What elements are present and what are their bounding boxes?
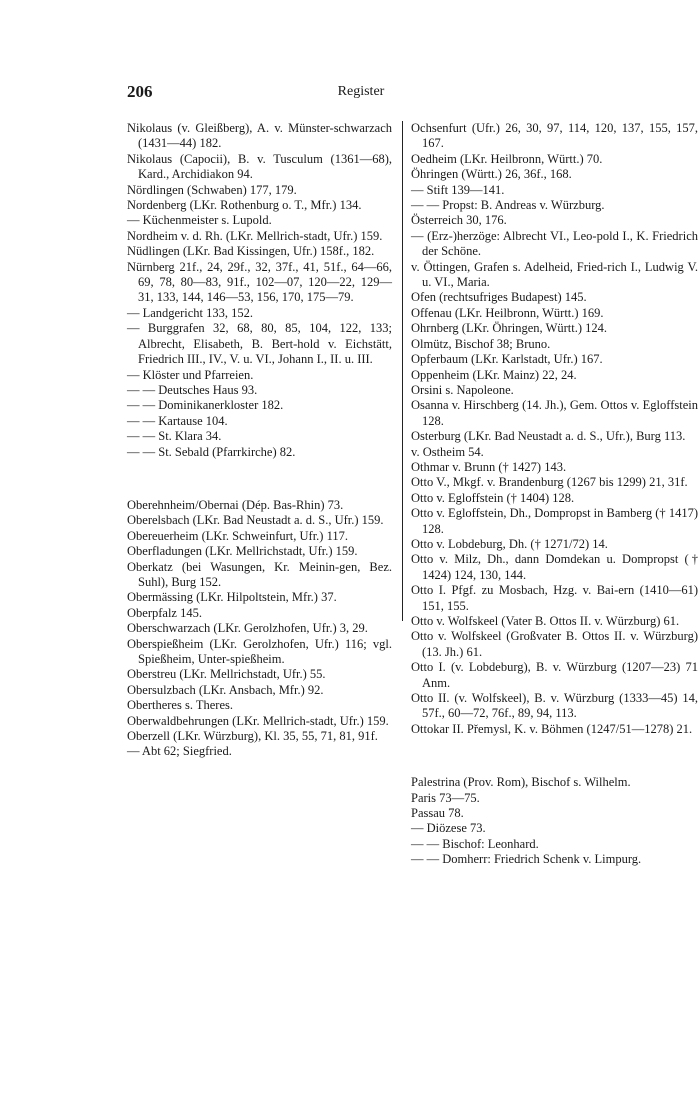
index-entry: Passau 78. — [411, 806, 464, 821]
index-entry: Ochsenfurt (Ufr.) 26, 30, 97, 114, 120, 137, 155, 157, 167. — [411, 121, 698, 151]
index-entry: Oberstreu (LKr. Mellrichstadt, Ufr.) 55. — [127, 667, 326, 682]
index-entry: Otto I. Pfgf. zu Mosbach, Hzg. v. Bai-ern (1410—61) 151, 155. — [411, 583, 698, 613]
index-entry: Oberspießheim (LKr. Gerolzhofen, Ufr.) 116; vgl. Spießheim, Unter-spießheim. — [127, 636, 392, 666]
right-column — [411, 121, 698, 868]
index-entry: Oedheim (LKr. Heilbronn, Württ.) 70. — [411, 151, 603, 166]
index-entry: Otto V., Mkgf. v. Brandenburg (1267 bis 1299) 21, 31f. — [411, 475, 688, 490]
index-entry: Öhringen (Württ.) 26, 36f., 168. — [411, 167, 572, 182]
index-entry: v. Ostheim 54. — [411, 444, 484, 459]
index-entry: — — Domherr: Friedrich Schenk v. Limpurg. — [411, 852, 642, 867]
index-entry: Otto v. Egloffstein († 1404) 128. — [411, 490, 575, 505]
column-divider — [402, 121, 403, 621]
index-entry: Othmar v. Brunn († 1427) 143. — [411, 459, 567, 474]
index-entry: — (Erz-)herzöge: Albrecht VI., Leo-pold I., K. Friedrich der Schöne. — [411, 228, 698, 259]
index-entry: Obermässing (LKr. Hilpoltstein, Mfr.) 37. — [127, 590, 337, 605]
left-column — [127, 121, 392, 760]
index-entry: Oberfladungen (LKr. Mellrichstadt, Ufr.) 159. — [127, 544, 358, 559]
index-entry: — Klöster und Pfarreien. — [127, 367, 254, 382]
index-entry: v. Öttingen, Grafen s. Adelheid, Fried-rich I., Ludwig V. u. VI., Maria. — [411, 259, 698, 290]
page-header — [127, 82, 595, 106]
index-entry: Nikolaus (v. Gleißberg), A. v. Münster-schwarzach (1431—44) 182. — [127, 121, 392, 151]
index-entry: — Abt 62; Siegfried. — [127, 744, 232, 759]
index-entry: Otto v. Wolfskeel (Vater B. Ottos II. v. Würzburg) 61. — [411, 614, 680, 628]
index-entry: Oberschwarzach (LKr. Gerolzhofen, Ufr.) 3, 29. — [127, 621, 368, 636]
index-entry: Olmütz, Bischof 38; Bruno. — [411, 336, 551, 351]
index-entry: Oberpfalz 145. — [127, 605, 202, 620]
index-entry: Ohrnberg (LKr. Öhringen, Württ.) 124. — [411, 321, 608, 336]
index-entry: — — Deutsches Haus 93. — [127, 382, 258, 397]
index-entry: Oberwaldbehrungen (LKr. Mellrich-stadt, Ufr.) 159. — [127, 713, 389, 728]
index-entry: — — St. Sebald (Pfarrkirche) 82. — [127, 444, 296, 459]
index-entry: — Diözese 73. — [411, 821, 486, 836]
index-entry: Paris 73—75. — [411, 790, 480, 805]
index-entry: Otto v. Wolfskeel (Großvater B. Ottos II. v. Würzburg) (13. Jh.) 61. — [411, 629, 698, 659]
index-entry: Oberelsbach (LKr. Bad Neustadt a. d. S., Ufr.) 159. — [127, 513, 384, 528]
page-number: 206 — [127, 82, 153, 101]
index-entry: Osanna v. Hirschberg (14. Jh.), Gem. Ottos v. Egloffstein 128. — [411, 398, 698, 428]
running-head: Register — [337, 84, 385, 99]
index-entry: — — Kartause 104. — [127, 413, 228, 428]
index-entry: Oberkatz (bei Wasungen, Kr. Meinin-gen, Bez. Suhl), Burg 152. — [127, 559, 392, 589]
index-entry: Oberzell (LKr. Würzburg), Kl. 35, 55, 71, 81, 91f. — [127, 729, 378, 744]
index-entry: Nüdlingen (LKr. Bad Kissingen, Ufr.) 158f., 182. — [127, 244, 375, 259]
index-entry: — Burggrafen 32, 68, 80, 85, 104, 122, 133; Albrecht, Elisabeth, B. Bert-hold v. Eichstätt, Friedrich III., IV., V. u. VI., Johann I., II. u. III. — [127, 321, 392, 367]
index-entry: — Küchenmeister s. Lupold. — [127, 213, 272, 228]
index-entry: Österreich 30, 176. — [411, 213, 507, 228]
index-entry: Nordenberg (LKr. Rothenburg o. T., Mfr.) 134. — [127, 198, 362, 213]
index-entry: Obertheres s. Theres. — [127, 698, 233, 713]
index-entry: Osterburg (LKr. Bad Neustadt a. d. S., Ufr.), Burg 113. — [411, 429, 686, 444]
index-entry: Otto v. Lobdeburg, Dh. († 1271/72) 14. — [411, 536, 608, 551]
index-entry: Obersulzbach (LKr. Ansbach, Mfr.) 92. — [127, 682, 324, 697]
index-entry: Nördlingen (Schwaben) 177, 179. — [127, 182, 297, 197]
index-entry: Otto v. Egloffstein, Dh., Dompropst in Bamberg († 1417) 128. — [411, 506, 698, 536]
index-entry: Ofen (rechtsufriges Budapest) 145. — [411, 290, 587, 305]
index-entry: — Stift 139—141. — [411, 182, 505, 197]
section-gap — [127, 460, 392, 498]
index-entry: Obereuerheim (LKr. Schweinfurt, Ufr.) 117. — [127, 528, 348, 543]
index-entry: Orsini s. Napoleone. — [411, 382, 514, 397]
index-entry: — — Dominikanerkloster 182. — [127, 398, 284, 413]
index-entry: Nürnberg 21f., 24, 29f., 32, 37f., 41, 51f., 64—66, 69, 78, 80—83, 91f., 102—07, 120—22, 129—31, 133, 144, 146—53, 156, 170, 175—79. — [127, 259, 392, 305]
index-entry: — Landgericht 133, 152. — [127, 305, 254, 320]
index-entry: — — Propst: B. Andreas v. Würzburg. — [411, 198, 605, 213]
index-entry: Ottokar II. Přemysl, K. v. Böhmen (1247/51—1278) 21. — [411, 721, 693, 736]
index-entry: Nordheim v. d. Rh. (LKr. Mellrich-stadt, Ufr.) 159. — [127, 228, 383, 243]
index-entry: Otto I. (v. Lobdeburg), B. v. Würzburg (1207—23) 71 Anm. — [411, 660, 698, 690]
index-entry: Nikolaus (Capocii), B. v. Tusculum (1361—68), Kard., Archidiakon 94. — [127, 151, 392, 182]
index-entry: — — Bischof: Leonhard. — [411, 836, 539, 851]
index-entry: Offenau (LKr. Heilbronn, Württ.) 169. — [411, 305, 604, 320]
index-entry: Palestrina (Prov. Rom), Bischof s. Wilhelm. — [411, 775, 631, 790]
index-entry: Opferbaum (LKr. Karlstadt, Ufr.) 167. — [411, 352, 603, 367]
index-entry: Otto II. (v. Wolfskeel), B. v. Würzburg (1333—45) 14, 57f., 60—72, 76f., 89, 94, 113. — [411, 691, 698, 721]
index-entry: Oppenheim (LKr. Mainz) 22, 24. — [411, 367, 577, 382]
index-entry: — — St. Klara 34. — [127, 429, 222, 444]
index-entry: Otto v. Milz, Dh., dann Domdekan u. Dompropst († 1424) 124, 130, 144. — [411, 552, 698, 582]
section-gap — [411, 737, 698, 775]
index-entry: Oberehnheim/Obernai (Dép. Bas-Rhin) 73. — [127, 497, 344, 512]
